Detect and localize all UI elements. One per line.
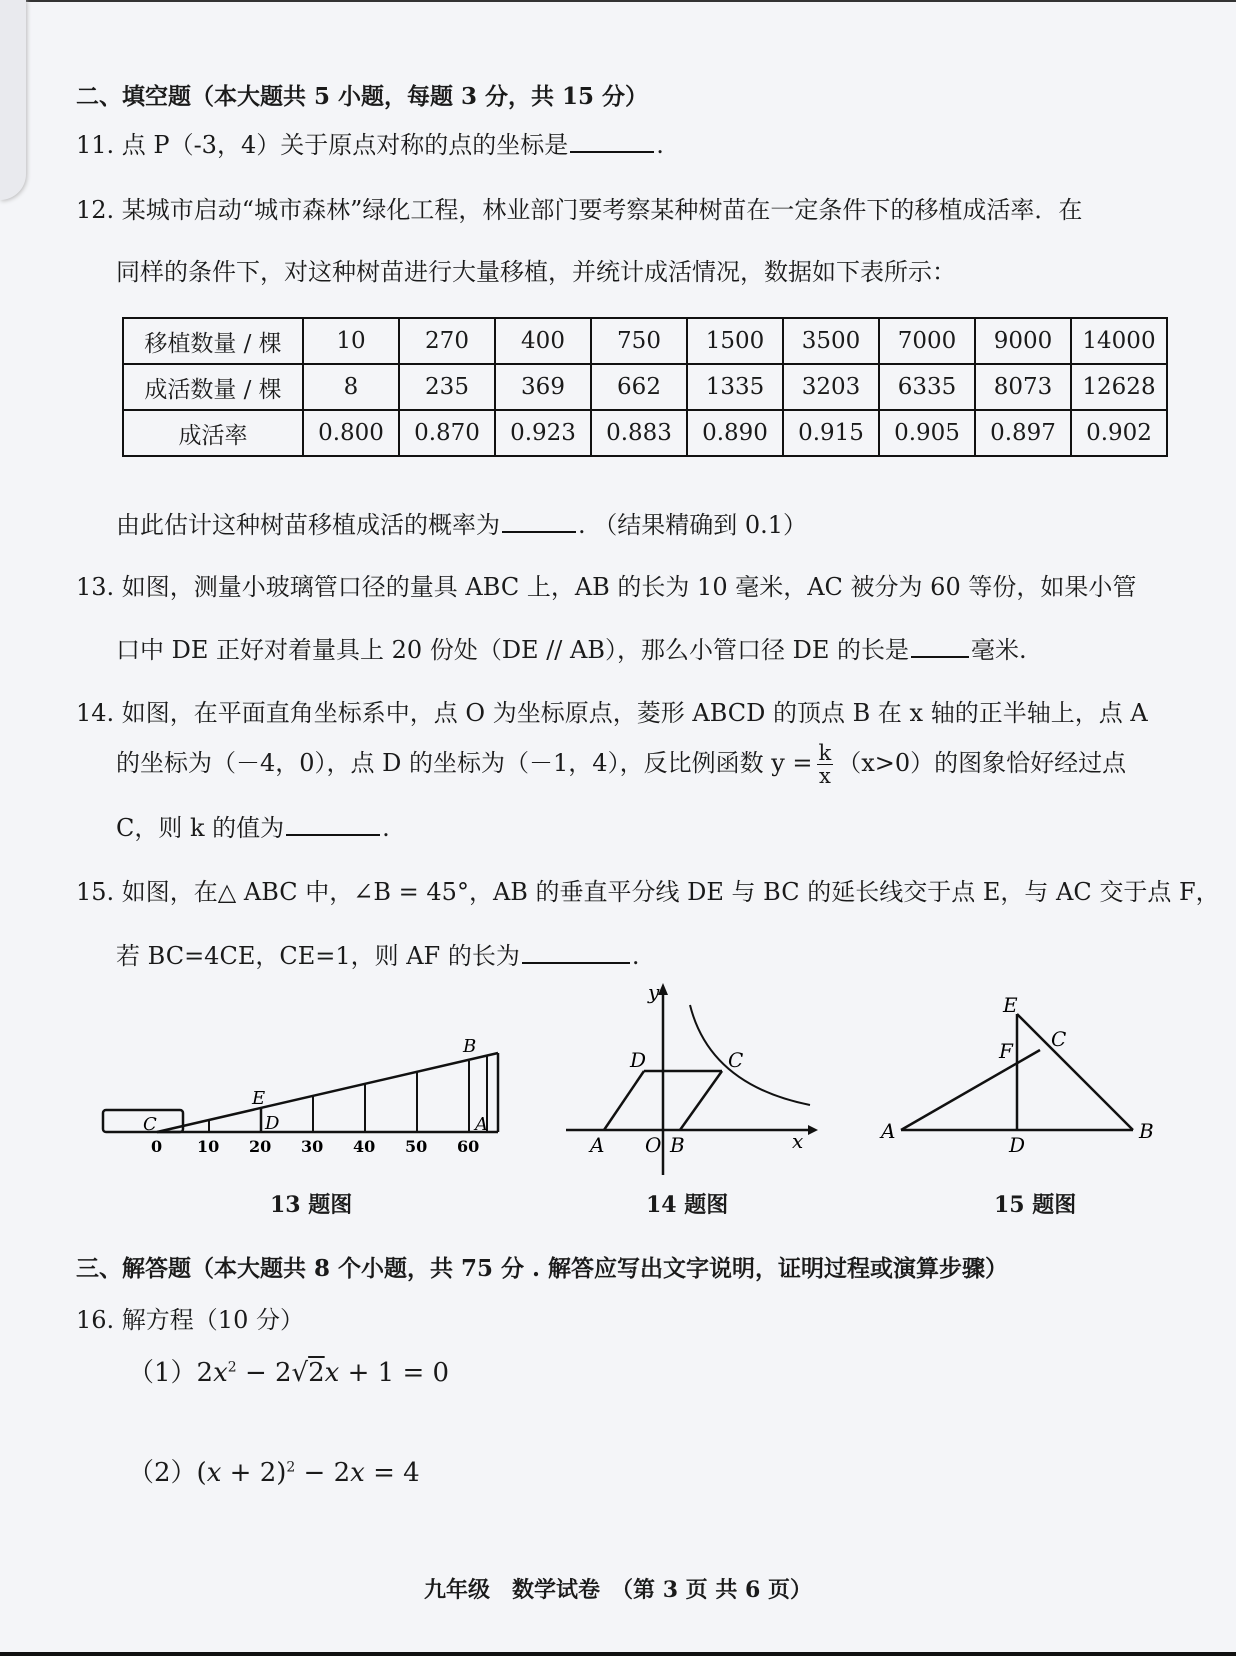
- table-cell: 6335: [879, 364, 975, 410]
- tick-label: 0: [151, 1137, 163, 1156]
- label-d: D: [630, 1048, 647, 1072]
- label-a: A: [590, 1133, 605, 1157]
- figure-15-triangle: [875, 990, 1155, 1160]
- q14-line2-end: （x>0）的图象恰好经过点: [837, 749, 1127, 777]
- q15-line2-end: .: [631, 942, 640, 970]
- table-row-survival-rate: [123, 410, 1167, 456]
- label-b: B: [670, 1133, 685, 1157]
- y-axis-arrow-icon: [658, 983, 668, 995]
- table-cell: 9000: [975, 318, 1071, 364]
- segment-be: [1017, 1014, 1133, 1130]
- tick-label: 40: [353, 1137, 376, 1156]
- page-top-border: [0, 0, 1236, 2]
- table-row-survival-count: [123, 364, 1167, 410]
- page-bottom-border: [0, 1652, 1236, 1656]
- q16-equation-1: [128, 1352, 449, 1389]
- table-cell: 3203: [783, 364, 879, 410]
- page-corner-fold: [0, 0, 26, 200]
- fraction-denominator: x: [818, 764, 831, 788]
- table-cell: 0.890: [687, 410, 783, 456]
- page-footer: 九年级 数学试卷 （第 3 页 共 6 页）: [424, 1577, 812, 1603]
- table-cell: 0.897: [975, 410, 1071, 456]
- figure-14-caption: 14 题图: [646, 1192, 729, 1218]
- equation-1: $2x^2 - 2√2x + 1 = 0$: [196, 1358, 450, 1388]
- q14-answer-blank[interactable]: [286, 812, 380, 836]
- x-axis-arrow-icon: [808, 1125, 818, 1135]
- table-cell: 10: [303, 318, 399, 364]
- table-cell: 8: [303, 364, 399, 410]
- figure-13-caption: 13 题图: [270, 1192, 353, 1218]
- table-cell: 0.902: [1071, 410, 1167, 456]
- segment-ac: [901, 1050, 1040, 1130]
- q12-answer-blank[interactable]: [502, 509, 576, 533]
- label-b: B: [463, 1036, 477, 1057]
- q12-line3: [116, 505, 807, 540]
- label-c: C: [728, 1048, 744, 1072]
- q14-line2: [116, 742, 1126, 787]
- q11-answer-blank[interactable]: [570, 129, 654, 153]
- table-cell: 0.800: [303, 410, 399, 456]
- table-cell: 0.905: [879, 410, 975, 456]
- table-cell: 0.883: [591, 410, 687, 456]
- label-e: E: [1003, 993, 1018, 1017]
- tick-label: 30: [301, 1137, 324, 1156]
- q14-line2-text: 的坐标为（－4，0），点 D 的坐标为（－1，4），反比例函数 y =: [116, 749, 813, 777]
- tick-label: 60: [457, 1137, 480, 1156]
- label-e: E: [252, 1088, 266, 1109]
- q11-text: 11. 点 P（-3，4）关于原点对称的点的坐标是: [76, 131, 569, 159]
- q14-line3: [116, 808, 390, 843]
- label-o: O: [645, 1133, 662, 1157]
- tick-label: 10: [197, 1137, 220, 1156]
- question-11: [76, 125, 664, 160]
- q15-line1: 15. 如图，在△ ABC 中，∠B = 45°，AB 的垂直平分线 DE 与 BC 的延长线交于点 E，与 AC 交于点 F，: [76, 878, 1220, 906]
- table-header-cell: 成活数量 / 棵: [123, 364, 303, 410]
- q13-line1: 13. 如图，测量小玻璃管口径的量具 ABC 上，AB 的长为 10 毫米，AC 被分为 60 等份，如果小管: [76, 573, 1137, 601]
- table-cell: 0.923: [495, 410, 591, 456]
- table-header-cell: 移植数量 / 棵: [123, 318, 303, 364]
- q12-line2: 同样的条件下，对这种树苗进行大量移植，并统计成活情况，数据如下表所示：: [116, 258, 956, 286]
- table-header-cell: 成活率: [123, 410, 303, 456]
- q13-line2-text: 口中 DE 正好对着量具上 20 份处（DE // AB），那么小管口径 DE 的长是: [116, 636, 909, 664]
- table-cell: 14000: [1071, 318, 1167, 364]
- q14-line3-end: .: [382, 814, 390, 842]
- q12-line3-end: . （结果精确到 0.1）: [578, 511, 808, 539]
- survival-rate-table: [122, 317, 1168, 457]
- q15-line2: [116, 936, 639, 971]
- tick-label: 20: [249, 1137, 272, 1156]
- table-cell: 12628: [1071, 364, 1167, 410]
- table-cell: 0.915: [783, 410, 879, 456]
- fraction-numerator: k: [818, 741, 832, 765]
- q14-line3-text: C，则 k 的值为: [116, 814, 285, 842]
- tick-label: 50: [405, 1137, 428, 1156]
- equation-2: $(x + 2)^2 - 2x = 4$: [196, 1458, 420, 1488]
- q12-line1: 12. 某城市启动“城市森林”绿化工程，林业部门要考察某种树苗在一定条件下的移植成活率．在: [76, 196, 1083, 224]
- label-d: D: [1009, 1133, 1026, 1157]
- label-d: D: [265, 1113, 280, 1134]
- table-row-transplant-count: [123, 318, 1167, 364]
- label-a: A: [881, 1119, 896, 1143]
- section3-heading: 三、解答题（本大题共 8 个小题，共 75 分 . 解答应写出文字说明，证明过程或演算步骤）: [76, 1255, 1009, 1282]
- q13-line2-end: 毫米.: [971, 636, 1027, 664]
- q13-answer-blank[interactable]: [911, 634, 969, 658]
- table-cell: 662: [591, 364, 687, 410]
- figure-15-caption: 15 题图: [994, 1192, 1077, 1218]
- table-cell: 7000: [879, 318, 975, 364]
- q16-title: 16. 解方程（10 分）: [76, 1306, 304, 1334]
- table-cell: 8073: [975, 364, 1071, 410]
- q15-line2-text: 若 BC=4CE，CE=1，则 AF 的长为: [116, 942, 520, 970]
- q16-equation-2: [128, 1452, 420, 1489]
- q14-line1: 14. 如图，在平面直角坐标系中，点 O 为坐标原点，菱形 ABCD 的顶点 B 在 x 轴的正半轴上，点 A: [76, 699, 1148, 727]
- q11-end: .: [656, 131, 664, 159]
- label-x: x: [792, 1129, 804, 1153]
- figure-14-coordinate-plane: [560, 975, 822, 1175]
- table-cell: 400: [495, 318, 591, 364]
- q15-answer-blank[interactable]: [522, 940, 630, 964]
- q13-line2: [116, 630, 1027, 665]
- q12-line3-text: 由此估计这种树苗移植成活的概率为: [116, 511, 500, 539]
- table-cell: 235: [399, 364, 495, 410]
- table-cell: 1500: [687, 318, 783, 364]
- table-cell: 369: [495, 364, 591, 410]
- section2-heading: 二、填空题（本大题共 5 小题，每题 3 分，共 15 分）: [76, 83, 649, 110]
- table-cell: 1335: [687, 364, 783, 410]
- label-b: B: [1139, 1119, 1154, 1143]
- k-over-x-fraction: [817, 742, 834, 787]
- label-c: C: [1051, 1027, 1067, 1051]
- rhombus-side-cb: [680, 1071, 722, 1130]
- table-cell: 270: [399, 318, 495, 364]
- q16-part1-label: （1）: [128, 1358, 197, 1388]
- rhombus-side-ad: [604, 1071, 644, 1130]
- table-cell: 750: [591, 318, 687, 364]
- label-c: C: [143, 1114, 157, 1135]
- table-cell: 0.870: [399, 410, 495, 456]
- label-f: F: [999, 1039, 1013, 1063]
- label-a: A: [475, 1114, 488, 1135]
- q16-part2-label: （2）: [128, 1458, 197, 1488]
- label-y: y: [648, 980, 660, 1004]
- table-cell: 3500: [783, 318, 879, 364]
- figure-13-ruler: [95, 1030, 515, 1160]
